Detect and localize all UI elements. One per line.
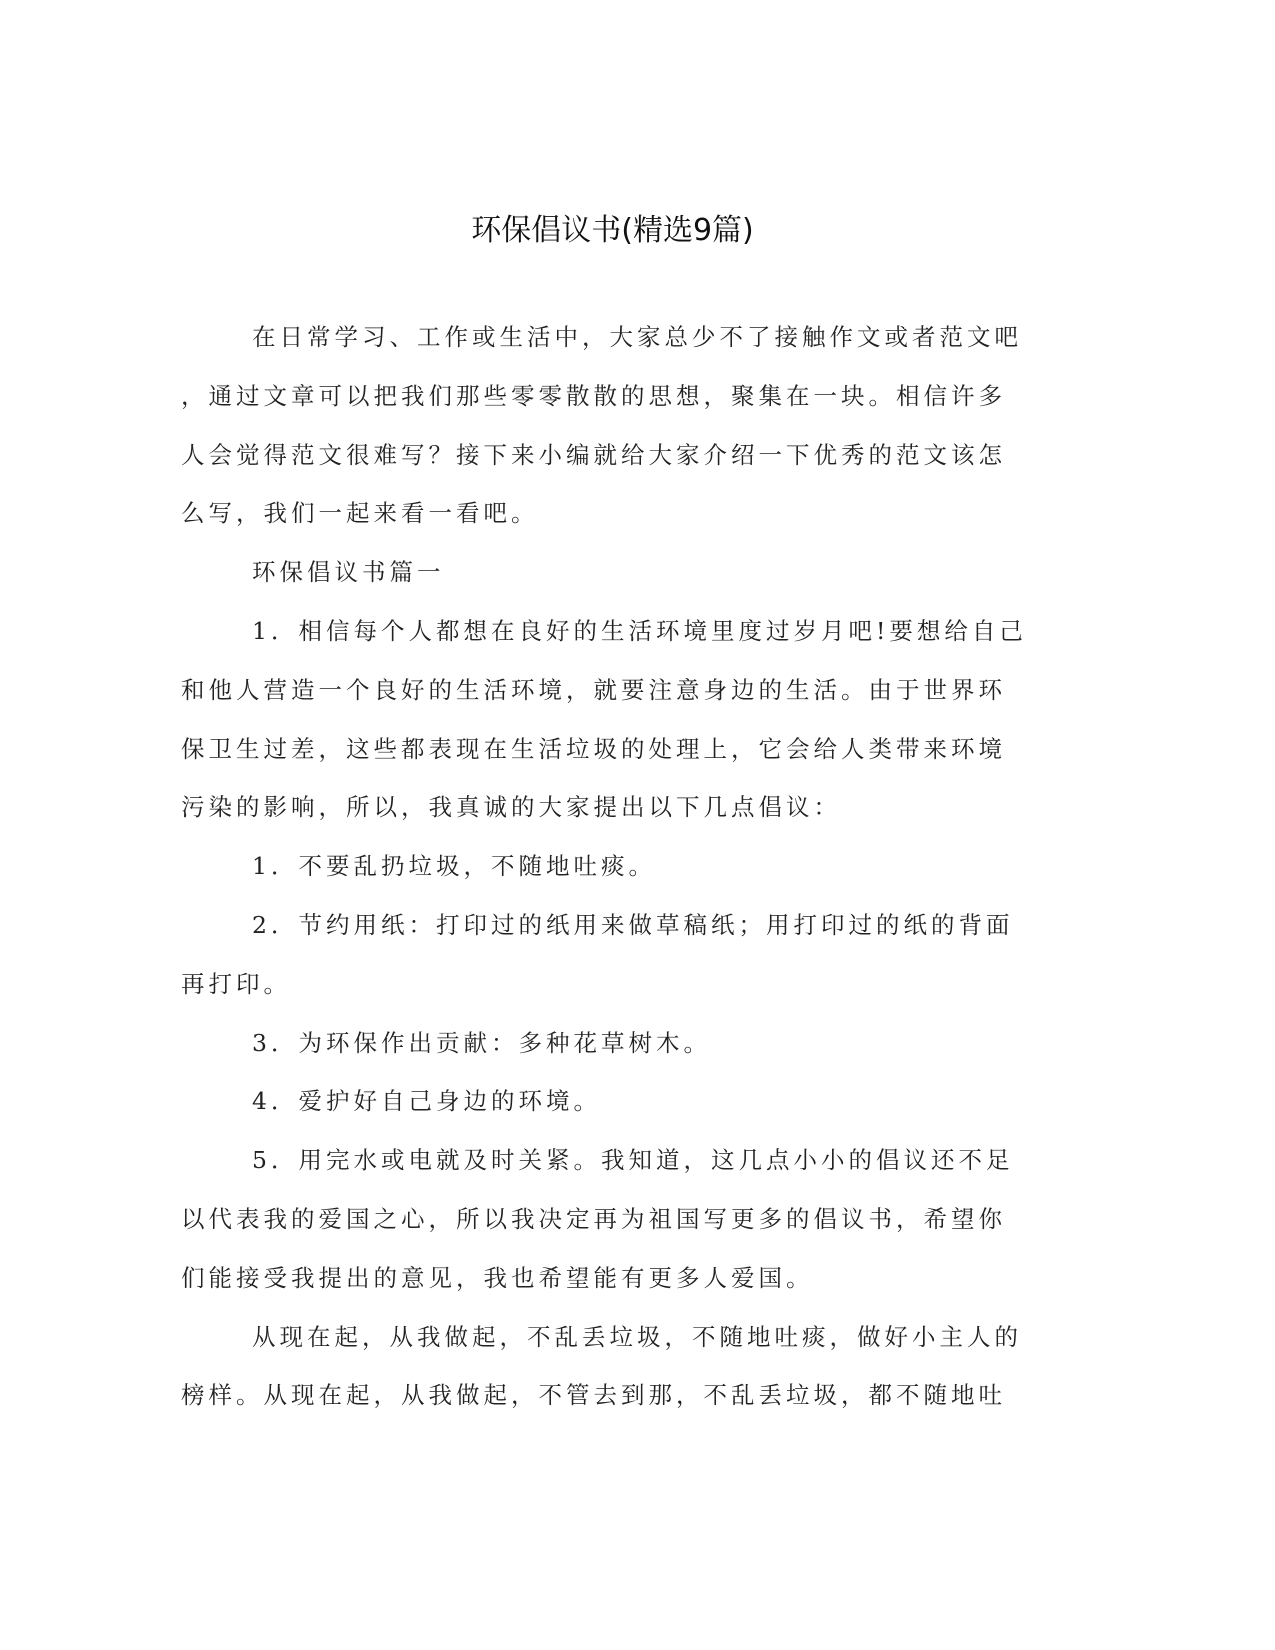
text-line: 们能接受我提出的意见，我也希望能有更多人爱国。: [181, 1263, 814, 1292]
text-line: 榜样。从现在起，从我做起，不管去到那，不乱丢垃圾，都不随地吐: [181, 1381, 1006, 1410]
text-line: 再打印。: [181, 969, 291, 998]
text-line: 2．节约用纸：打印过的纸用来做草稿纸；用打印过的纸的背面: [252, 911, 1014, 939]
text-line: 4．爱护好自己身边的环境。: [252, 1087, 601, 1116]
text-line: 在日常学习、工作或生活中，大家总少不了接触作文或者范文吧: [252, 323, 1022, 351]
text-line: 5．用完水或电就及时关紧。我知道，这几点小小的倡议还不足: [252, 1146, 1014, 1175]
text-line: 3．为环保作出贡献：多种花草树木。: [252, 1028, 711, 1057]
text-line: 环保倡议书篇一: [252, 558, 445, 587]
text-line: 1．不要乱扔垃圾，不随地吐痰。: [252, 852, 656, 881]
text-line: 人会觉得范文很难写？接下来小编就给大家介绍一下优秀的范文该怎: [181, 440, 1006, 469]
text-line: ，通过文章可以把我们那些零零散散的思想，聚集在一块。相信许多: [181, 381, 1006, 410]
text-line: 以代表我的爱国之心，所以我决定再为祖国写更多的倡议书，希望你: [181, 1205, 1006, 1233]
document-title: 环保倡议书(精选9篇): [471, 213, 754, 248]
text-line: 么写，我们一起来看一看吧。: [181, 499, 539, 528]
text-line: 和他人营造一个良好的生活环境，就要注意身边的生活。由于世界环: [181, 675, 1006, 704]
text-line: 污染的影响，所以，我真诚的大家提出以下几点倡议：: [181, 793, 841, 822]
text-line: 从现在起，从我做起，不乱丢垃圾，不随地吐痰，做好小主人的: [252, 1322, 1022, 1351]
text-line: 1．相信每个人都想在良好的生活环境里度过岁月吧!要想给自己: [252, 617, 1027, 645]
text-line: 保卫生过差，这些都表现在生活垃圾的处理上，它会给人类带来环境: [181, 734, 1006, 763]
